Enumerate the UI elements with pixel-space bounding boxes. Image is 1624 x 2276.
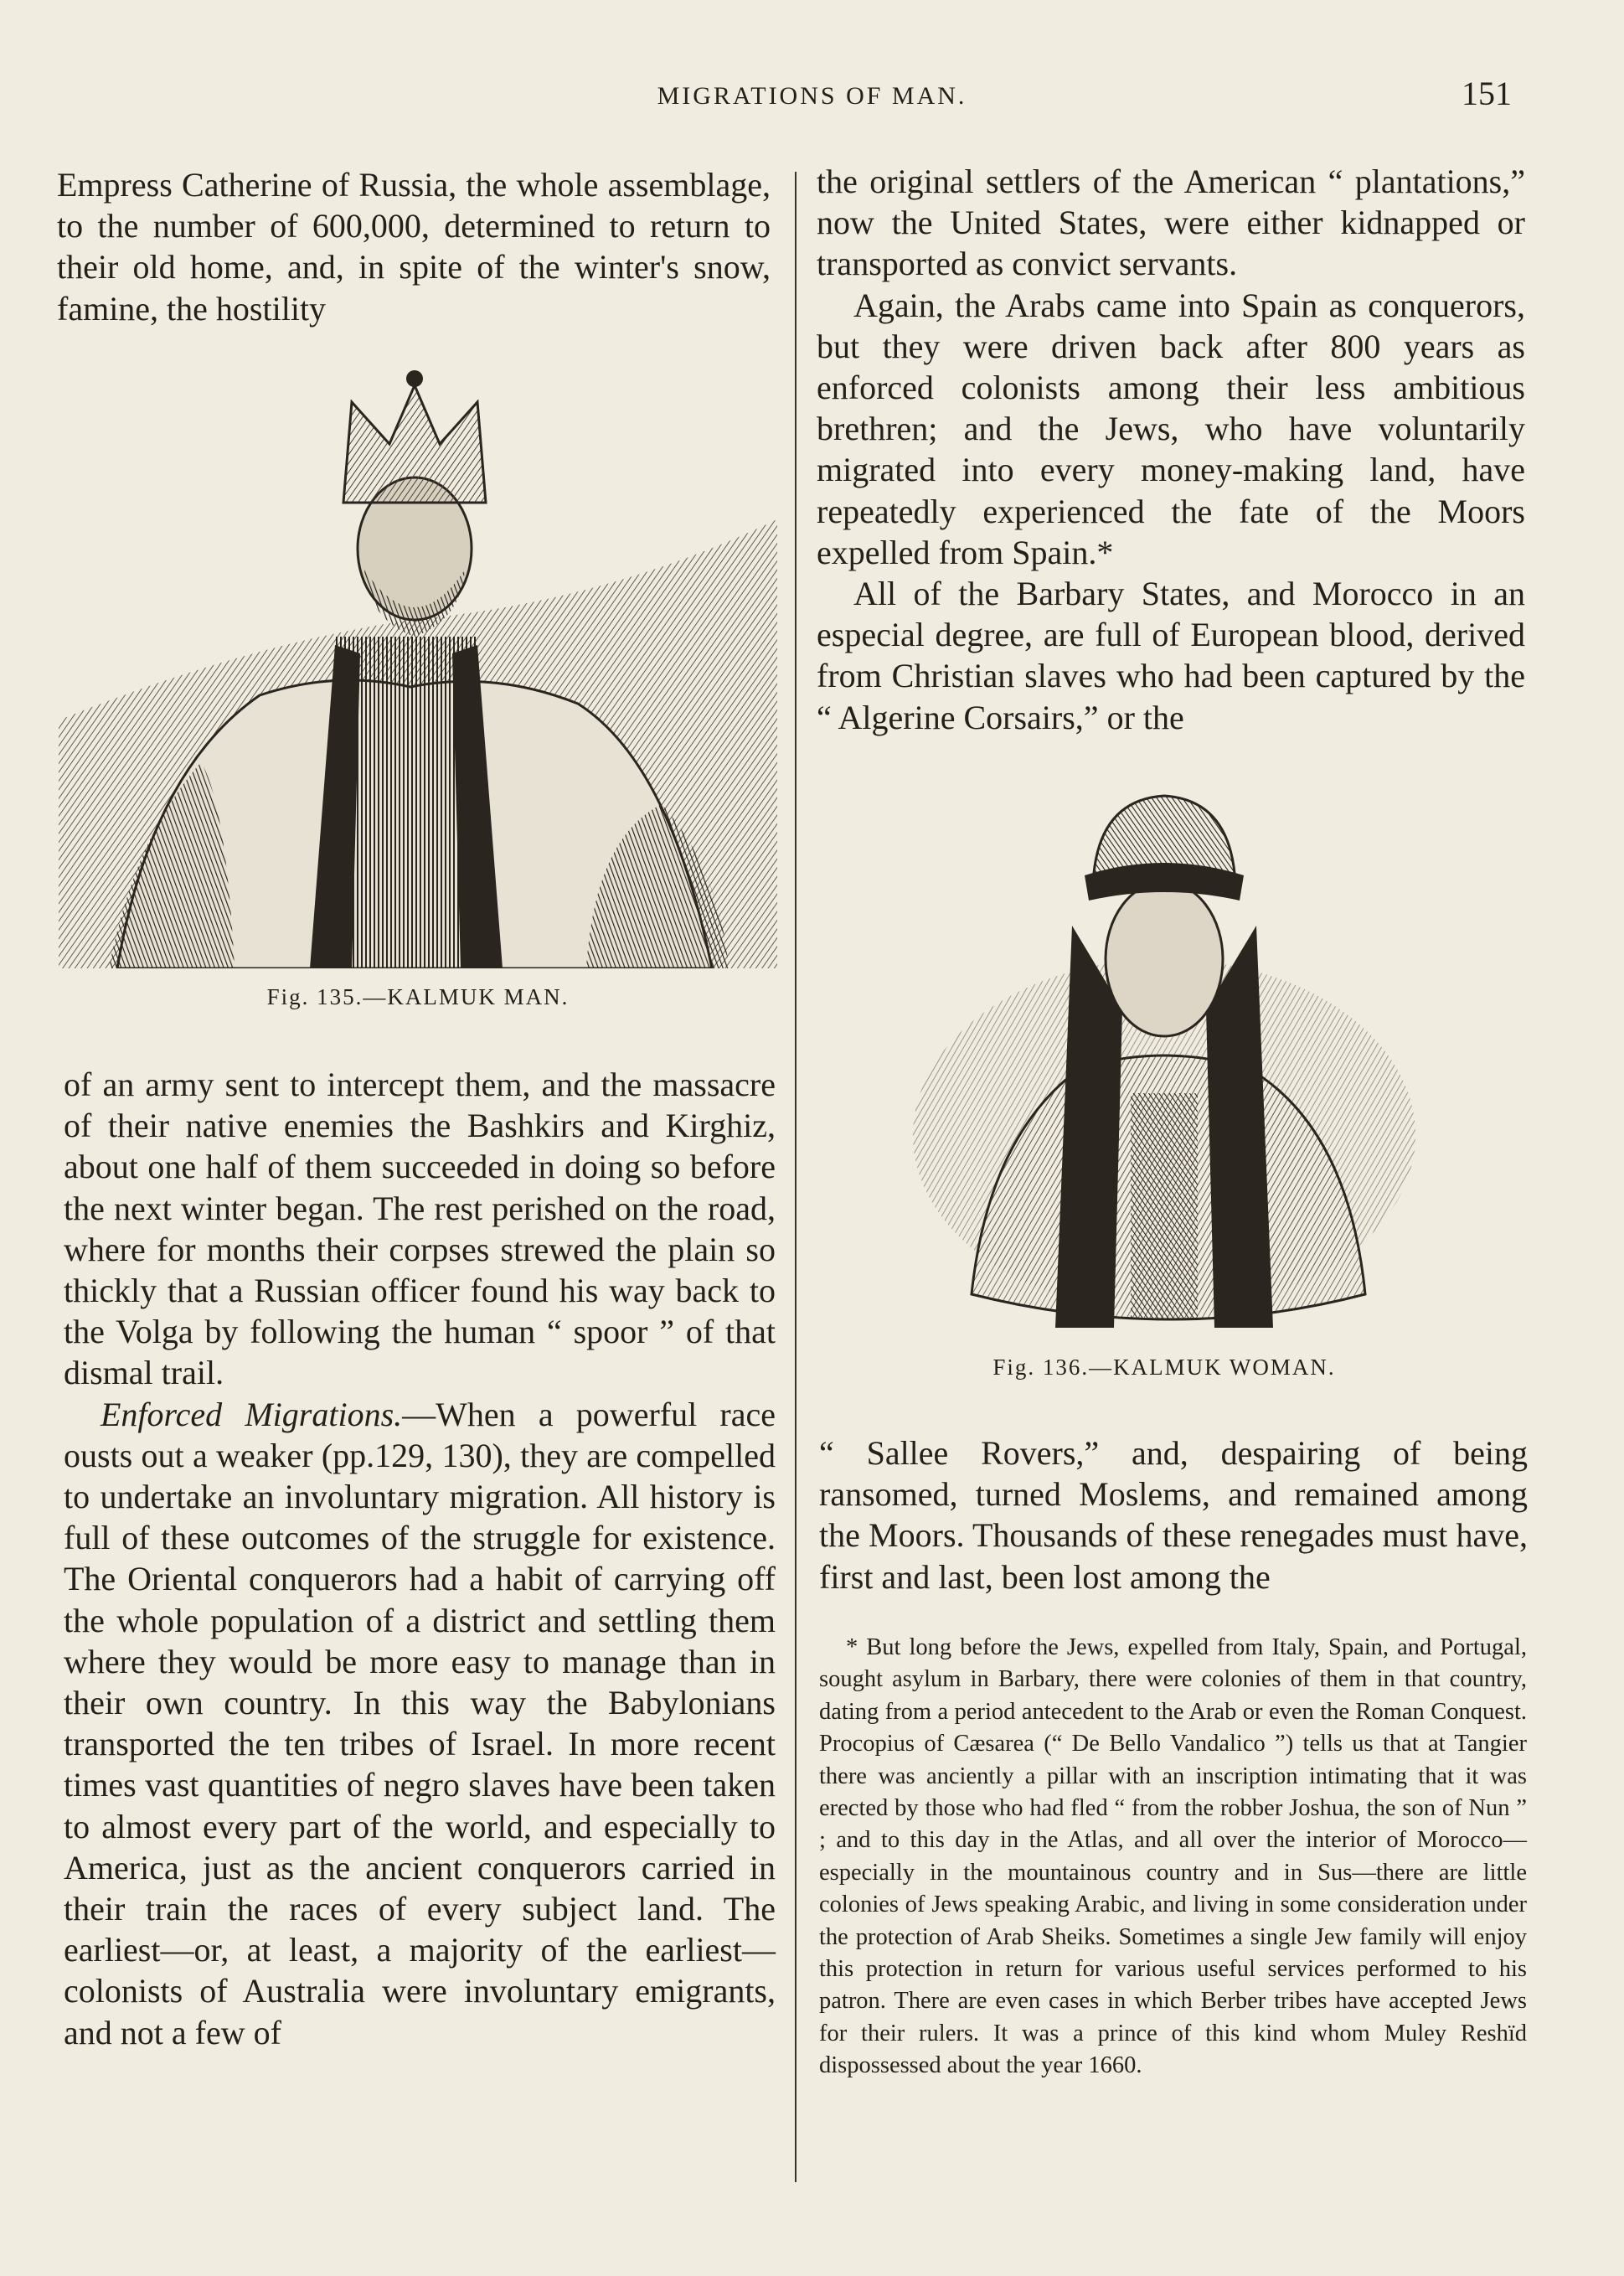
left-column-bottom — [64, 1064, 776, 2053]
figure-136-caption: Fig. 136.—KALMUK WOMAN. — [992, 1355, 1336, 1380]
right-column-bottom — [819, 1432, 1528, 1597]
paragraph: All of the Barbary States, and Morocco in an especial degree, are full of European blood, derived from Christian slaves who had been captured by the “ Algerine Corsairs,” or the — [817, 575, 1525, 736]
kalmuk-woman-engraving — [896, 792, 1432, 1336]
left-column-top — [57, 164, 771, 329]
footnote-text: * But long before the Jews, expelled from Italy, Spain, and Portugal, sought asylum in Barbary, there were colonies of them in that country, dating from a period antecedent to the Arab or even the Roman Conquest. Procopius of Cæsarea (“ De Bello Vandalico ”) tells us that at Tangier there was anciently a pillar with an inscription intimating that it was erected by those who had fled “ from the robber Joshua, the son of Nun ” ; and to this day in the Atlas, and all over the interior of Morocco—especially in the mountainous country and in Sus—there are little colonies of Jews speaking Arabic, and living in some consideration under the protection of Arab Sheiks. Sometimes a single Jew family will enjoy this protection in return for various useful services performed to his patron. There are even cases in which Berber tribes have accepted Jews for their rulers. It was a prince of this kind whom Muley Reshïd dispossessed about the year 1660. — [819, 1634, 1527, 2079]
paragraph: Again, the Arabs came into Spain as conquerors, but they were driven back after 800 years as enforced colonists among their less ambitious brethren; and the Jews, who have voluntarily migrated into every money-making land, have repeatedly experienced the fate of the Moors expelled from Spain.* — [817, 286, 1525, 571]
paragraph: “ Sallee Rovers,” and, despairing of being ransomed, turned Moslems, and remained among the Moors. Thousands of these renegades must have, first and last, been lost among the — [819, 1434, 1528, 1596]
footnote — [819, 1632, 1527, 2082]
paragraph: the original settlers of the American “ plantations,” now the United States, were either kidnapped or transported as convict servants. — [817, 163, 1525, 283]
figure-135-caption: Fig. 135.—KALMUK MAN. — [266, 984, 570, 1009]
section-paragraph — [64, 1394, 776, 2053]
running-head: MIGRATIONS OF MAN. — [657, 82, 967, 110]
kalmuk-man-engraving — [59, 369, 777, 968]
section-heading: Enforced Migrations. — [101, 1395, 403, 1433]
section-body: —When a powerful race ousts out a weaker (pp.129, 130), they are compelled to undertake an involuntary migration. All history is full of these outcomes of the struggle for existence. The Oriental conquerors had a habit of carrying off the whole population of a district and settling them where they would be more easy to manage than in their own country. In this way the Babylonians transported the ten tribes of Israel. In more recent times vast quantities of negro slaves have been taken to almost every part of the world, and especially to America, just as the ancient conquerors carried in their train the races of every subject land. The earliest—or, at least, a majority of the earliest—colonists of Australia were involuntary emigrants, and not a few of — [64, 1395, 776, 2051]
page-number: 151 — [1462, 75, 1512, 112]
column-divider — [795, 172, 797, 2182]
right-column-top — [817, 161, 1525, 738]
paragraph: of an army sent to intercept them, and the massacre of their native enemies the Bashkirs and Kirghiz, about one half of them succeeded in doing so before the next winter began. The rest perished on the road, where for months their corpses strewed the plain so thickly that a Russian officer found his way back to the Volga by following the human “ spoor ” of that dismal trail. — [64, 1066, 776, 1392]
paragraph: Empress Catherine of Russia, the whole assemblage, to the number of 600,000, determined to return to their old home, and, in spite of the winter's snow, famine, the hostility — [57, 166, 771, 328]
